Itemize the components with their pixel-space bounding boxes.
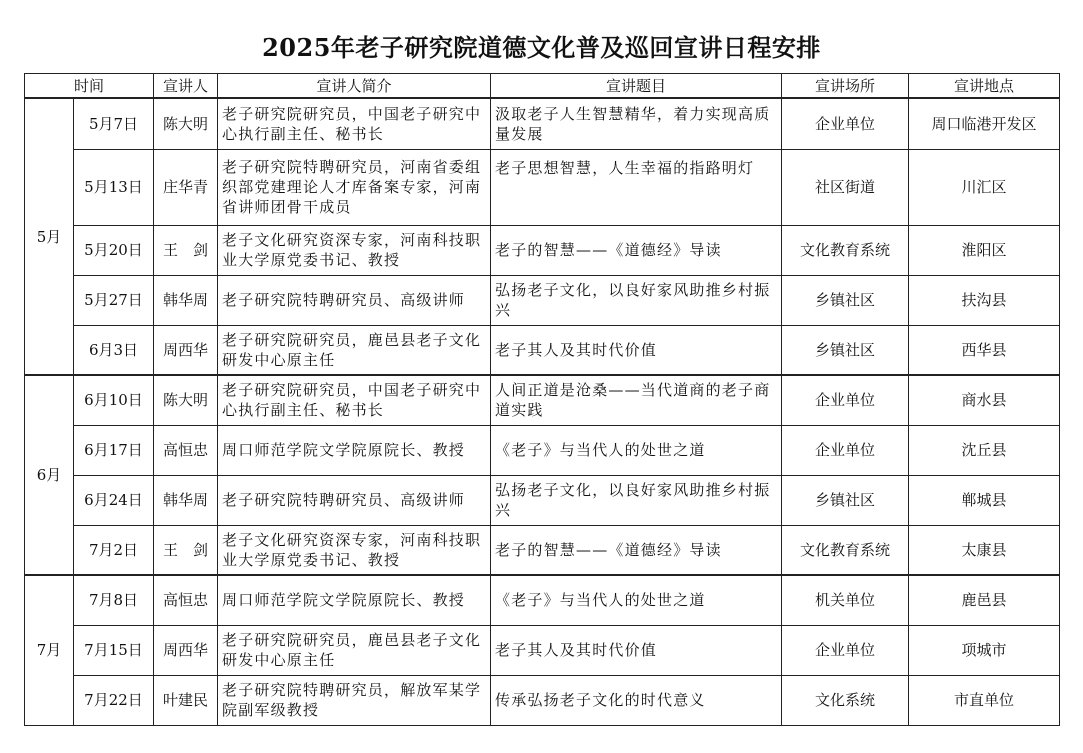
speaker-cell: 韩华周 — [154, 275, 218, 325]
speaker-cell: 周西华 — [154, 625, 218, 675]
table-row — [25, 575, 1060, 625]
header-time: 时间 — [25, 74, 154, 99]
date-cell: 6月3日 — [74, 325, 154, 375]
bio-cell: 老子研究院研究员，鹿邑县老子文化研发中心原主任 — [218, 625, 491, 675]
table-row — [25, 625, 1060, 675]
venue-cell: 机关单位 — [782, 575, 909, 625]
table-row — [25, 675, 1060, 725]
venue-cell: 企业单位 — [782, 425, 909, 475]
date-cell: 7月15日 — [74, 625, 154, 675]
table-row — [25, 525, 1060, 575]
table-header-row — [25, 74, 1060, 99]
header-location: 宣讲地点 — [909, 74, 1060, 99]
header-speaker: 宣讲人 — [154, 74, 218, 99]
location-cell: 川汇区 — [909, 149, 1060, 225]
header-venue: 宣讲场所 — [782, 74, 909, 99]
location-cell: 项城市 — [909, 625, 1060, 675]
venue-cell: 企业单位 — [782, 375, 909, 425]
date-cell: 5月27日 — [74, 275, 154, 325]
date-cell: 5月20日 — [74, 225, 154, 275]
venue-cell: 乡镇社区 — [782, 475, 909, 525]
month-cell: 6月 — [25, 375, 74, 575]
page-title: 2025年老子研究院道德文化普及巡回宣讲日程安排 — [262, 33, 821, 62]
date-cell: 6月10日 — [74, 375, 154, 425]
venue-cell: 社区街道 — [782, 149, 909, 225]
table-row — [25, 325, 1060, 375]
topic-cell: 传承弘扬老子文化的时代意义 — [491, 675, 782, 725]
speaker-cell: 陈大明 — [154, 98, 218, 149]
speaker-cell: 庄华青 — [154, 149, 218, 225]
speaker-cell: 韩华周 — [154, 475, 218, 525]
topic-cell: 《老子》与当代人的处世之道 — [491, 425, 782, 475]
topic-cell: 弘扬老子文化，以良好家风助推乡村振兴 — [491, 475, 782, 525]
bio-cell: 老子研究院研究员，鹿邑县老子文化研发中心原主任 — [218, 325, 491, 375]
location-cell: 淮阳区 — [909, 225, 1060, 275]
bio-cell: 老子研究院特聘研究员，河南省委组织部党建理论人才库备案专家，河南省讲师团骨干成员 — [218, 149, 491, 225]
venue-cell: 企业单位 — [782, 625, 909, 675]
table-row — [25, 375, 1060, 425]
date-cell: 5月13日 — [74, 149, 154, 225]
venue-cell: 乡镇社区 — [782, 325, 909, 375]
venue-cell: 文化教育系统 — [782, 225, 909, 275]
topic-cell: 《老子》与当代人的处世之道 — [491, 575, 782, 625]
topic-cell: 老子其人及其时代价值 — [491, 625, 782, 675]
date-cell: 7月22日 — [74, 675, 154, 725]
bio-cell: 老子研究院研究员，中国老子研究中心执行副主任、秘书长 — [218, 375, 491, 425]
date-cell: 5月7日 — [74, 98, 154, 149]
topic-cell: 老子的智慧——《道德经》导读 — [491, 225, 782, 275]
venue-cell: 文化教育系统 — [782, 525, 909, 575]
schedule-table — [24, 73, 1060, 726]
topic-cell: 弘扬老子文化，以良好家风助推乡村振兴 — [491, 275, 782, 325]
month-cell: 7月 — [25, 575, 74, 725]
location-cell: 商水县 — [909, 375, 1060, 425]
topic-cell: 汲取老子人生智慧精华，着力实现高质量发展 — [491, 98, 782, 149]
bio-cell: 老子文化研究资深专家，河南科技职业大学原党委书记、教授 — [218, 525, 491, 575]
location-cell: 沈丘县 — [909, 425, 1060, 475]
topic-cell: 人间正道是沧桑——当代道商的老子商道实践 — [491, 375, 782, 425]
topic-cell: 老子其人及其时代价值 — [491, 325, 782, 375]
topic-cell: 老子的智慧——《道德经》导读 — [491, 525, 782, 575]
speaker-cell: 陈大明 — [154, 375, 218, 425]
date-cell: 7月8日 — [74, 575, 154, 625]
bio-cell: 老子研究院特聘研究员、高级讲师 — [218, 475, 491, 525]
venue-cell: 乡镇社区 — [782, 275, 909, 325]
table-row — [25, 475, 1060, 525]
topic-cell: 老子思想智慧，人生幸福的指路明灯 — [491, 149, 782, 225]
speaker-cell: 王 剑 — [154, 225, 218, 275]
bio-cell: 老子研究院特聘研究员、高级讲师 — [218, 275, 491, 325]
bio-cell: 老子研究院研究员，中国老子研究中心执行副主任、秘书长 — [218, 98, 491, 149]
location-cell: 鹿邑县 — [909, 575, 1060, 625]
table-row — [25, 149, 1060, 225]
bio-cell: 老子文化研究资深专家，河南科技职业大学原党委书记、教授 — [218, 225, 491, 275]
location-cell: 郸城县 — [909, 475, 1060, 525]
header-bio: 宣讲人简介 — [218, 74, 491, 99]
table-row — [25, 425, 1060, 475]
location-cell: 周口临港开发区 — [909, 98, 1060, 149]
date-cell: 7月2日 — [74, 525, 154, 575]
venue-cell: 文化系统 — [782, 675, 909, 725]
header-topic: 宣讲题目 — [491, 74, 782, 99]
table-row — [25, 275, 1060, 325]
speaker-cell: 叶建民 — [154, 675, 218, 725]
month-cell: 5月 — [25, 98, 74, 375]
bio-cell: 老子研究院特聘研究员，解放军某学院副军级教授 — [218, 675, 491, 725]
speaker-cell: 王 剑 — [154, 525, 218, 575]
bio-cell: 周口师范学院文学院原院长、教授 — [218, 425, 491, 475]
location-cell: 扶沟县 — [909, 275, 1060, 325]
speaker-cell: 高恒忠 — [154, 425, 218, 475]
table-row — [25, 98, 1060, 149]
date-cell: 6月24日 — [74, 475, 154, 525]
location-cell: 太康县 — [909, 525, 1060, 575]
date-cell: 6月17日 — [74, 425, 154, 475]
speaker-cell: 高恒忠 — [154, 575, 218, 625]
table-row — [25, 225, 1060, 275]
speaker-cell: 周西华 — [154, 325, 218, 375]
venue-cell: 企业单位 — [782, 98, 909, 149]
bio-cell: 周口师范学院文学院原院长、教授 — [218, 575, 491, 625]
location-cell: 市直单位 — [909, 675, 1060, 725]
location-cell: 西华县 — [909, 325, 1060, 375]
